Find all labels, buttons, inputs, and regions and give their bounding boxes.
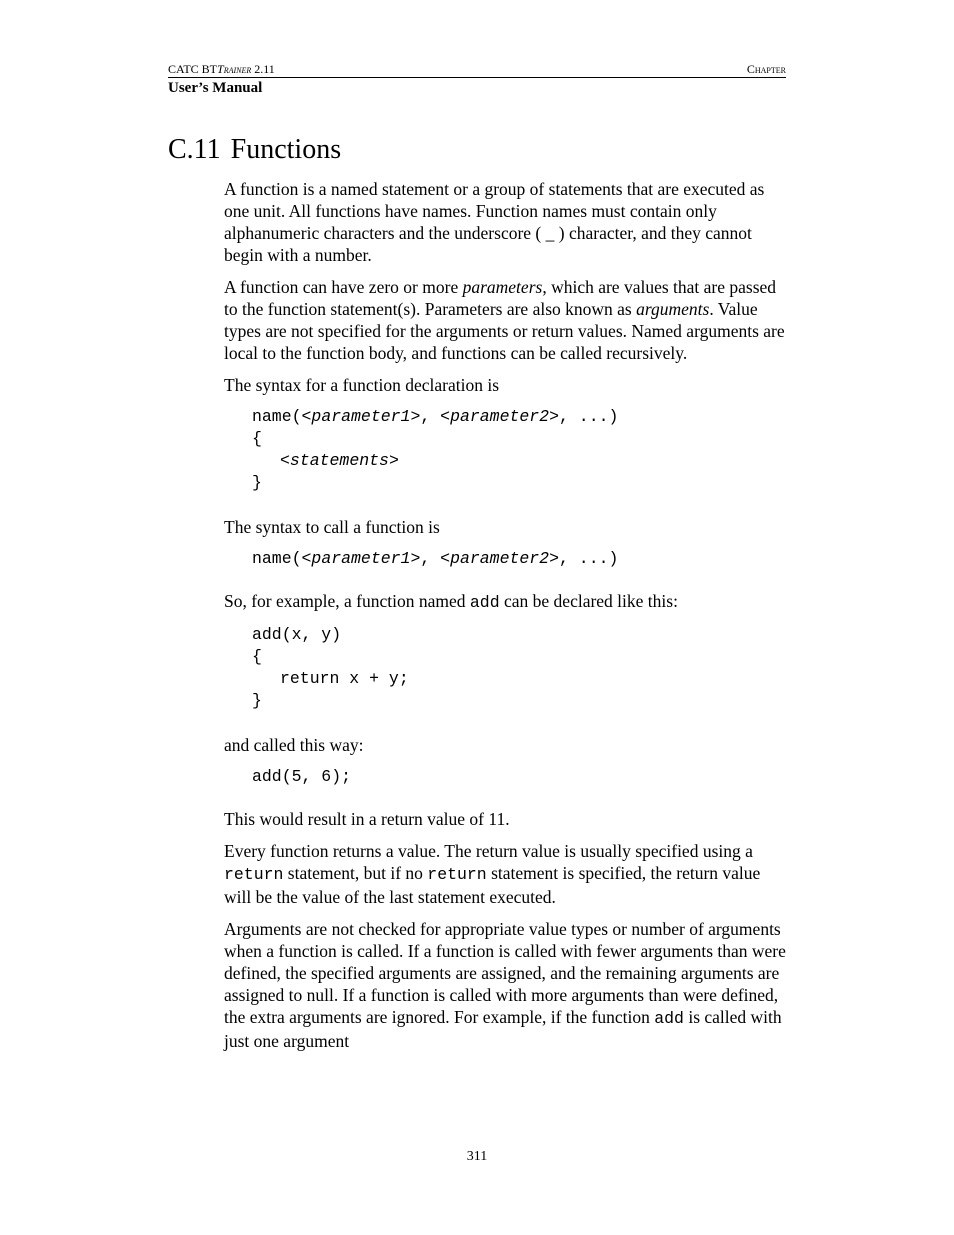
code-declaration-syntax: name(<parameter1>, <parameter2>, ...) { <statements> }: [252, 407, 619, 492]
paragraph-result: This would result in a return value of 11.: [224, 809, 510, 829]
section-title: Functions: [230, 134, 342, 165]
paragraph-example: So, for example, a function named add can be declared like this:: [224, 591, 678, 612]
paragraph-arguments: Arguments are not checked for appropriate value types or number of arguments when a function is called. If a function is called with fewer arguments than were defined, the specified arguments are assigned, and the remaining arguments are assigned to null. If a function is called with more arguments than were defined, the extra arguments are ignored. For example, if the function add is called with just one argument: [224, 919, 786, 1051]
code-add-declaration: add(x, y) { return x + y; }: [252, 625, 409, 710]
body-text: [224, 178, 786, 1062]
header-rule-row: [168, 62, 786, 78]
header-chapter: Chapter: [746, 62, 786, 76]
paragraph-call-syntax: The syntax to call a function is: [224, 517, 440, 537]
paragraph-parameters: A function can have zero or more parameters, which are values that are passed to the function statement(s). Parameters are also known as arguments. Value types are not specified for the arguments or return values. Named arguments are local to the function body, and functions can be called recursively.: [224, 277, 785, 363]
header-product: CATC BTTrainer 2.11: [168, 62, 275, 76]
header-subtitle: User’s Manual: [168, 80, 263, 96]
paragraph-return: Every function returns a value. The return value is usually specified using a return statement, but if no return statement is specified, the return value will be the value of the last statement executed.: [224, 841, 761, 907]
paragraph-decl-syntax: The syntax for a function declaration is: [224, 375, 500, 395]
section-heading: [168, 133, 341, 167]
code-add-call: add(5, 6);: [252, 767, 352, 786]
page-header: [168, 62, 786, 98]
page-number: 311: [466, 1149, 488, 1164]
paragraph-called: and called this way:: [224, 735, 364, 755]
section-number: C.11: [168, 134, 221, 165]
code-call-syntax: name(<parameter1>, <parameter2>, ...): [252, 549, 619, 568]
paragraph-intro: A function is a named statement or a group of statements that are executed as one unit. All functions have names. Function names must contain only alphanumeric characters and the underscore ( _ ) character, and they cannot begin with a number.: [224, 179, 765, 265]
